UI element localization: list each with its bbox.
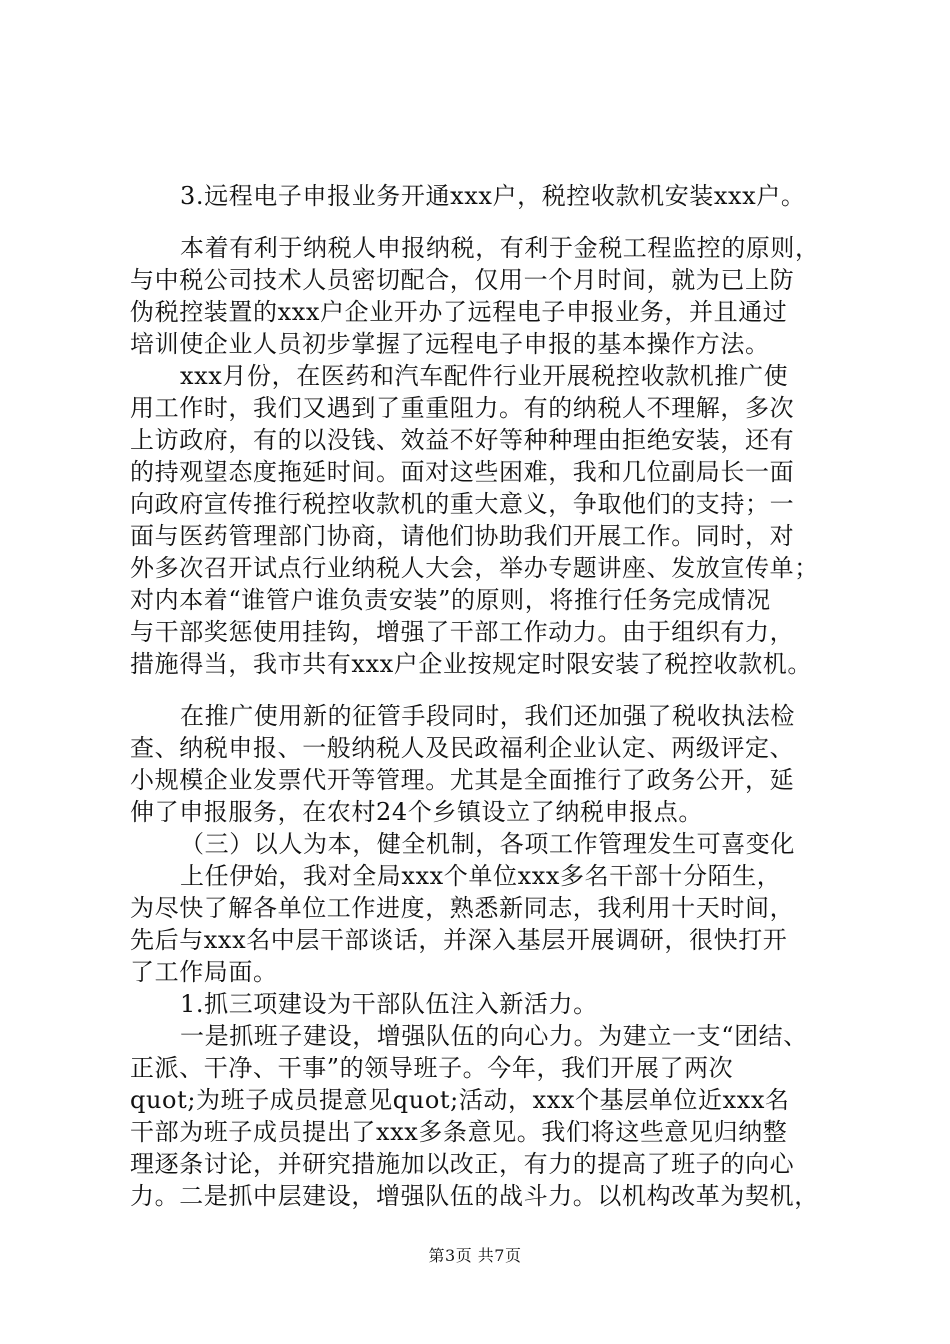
paragraph-line: 小规模企业发票代开等管理。尤其是全面推行了政务公开，延 xyxy=(130,766,795,794)
paragraph-line: 与干部奖惩使用挂钩，增强了干部工作动力。由于组织有力， xyxy=(130,618,795,646)
paragraph-line: 措施得当，我市共有xxx户企业按规定时限安装了税控收款机。 xyxy=(130,650,813,678)
paragraph-line: 伸了申报服务，在农村24个乡镇设立了纳税申报点。 xyxy=(130,798,703,826)
paragraph-line: 向政府宣传推行税控收款机的重大意义，争取他们的支持；一 xyxy=(130,490,795,518)
paragraph-line: 培训使企业人员初步掌握了远程电子申报的基本操作方法。 xyxy=(130,330,770,358)
paragraph-line: 正派、干净、干事”的领导班子。今年，我们开展了两次 xyxy=(130,1054,734,1082)
paragraph-line: 的持观望态度拖延时间。面对这些困难，我和几位副局长一面 xyxy=(130,458,795,486)
paragraph-line: quot;为班子成员提意见quot;活动，xxx个基层单位近xxx名 xyxy=(130,1086,790,1114)
paragraph-line: 上访政府，有的以没钱、效益不好等种种理由拒绝安装，还有 xyxy=(130,426,795,454)
paragraph-line: 理逐条讨论，并研究措施加以改正，有力的提高了班子的向心 xyxy=(130,1150,795,1178)
paragraph-line: 与中税公司技术人员密切配合，仅用一个月时间，就为已上防 xyxy=(130,266,795,294)
paragraph-line: 伪税控装置的xxx户企业开办了远程电子申报业务，并且通过 xyxy=(130,298,788,326)
paragraph-line: 面与医药管理部门协商，请他们协助我们开展工作。同时，对 xyxy=(130,522,795,550)
paragraph-line: 上任伊始，我对全局xxx个单位xxx多名干部十分陌生， xyxy=(180,862,782,890)
paragraph-line: 干部为班子成员提出了xxx多条意见。我们将这些意见归纳整 xyxy=(130,1118,788,1146)
paragraph-line: 了工作局面。 xyxy=(130,958,278,986)
subsection-heading: 1.抓三项建设为干部队伍注入新活力。 xyxy=(180,990,598,1018)
paragraph-line: xxx月份，在医药和汽车配件行业开展税控收款机推广使 xyxy=(180,362,789,390)
paragraph-line: 力。二是抓中层建设，增强队伍的战斗力。以机构改革为契机， xyxy=(130,1182,819,1210)
paragraph-line: 先后与xxx名中层干部谈话，并深入基层开展调研，很快打开 xyxy=(130,926,788,954)
section-heading: （三）以人为本，健全机制，各项工作管理发生可喜变化 xyxy=(180,830,795,858)
paragraph-line: 查、纳税申报、一般纳税人及民政福利企业认定、两级评定、 xyxy=(130,734,795,762)
paragraph-line: 本着有利于纳税人申报纳税，有利于金税工程监控的原则， xyxy=(180,234,820,262)
paragraph-line: 在推广使用新的征管手段同时，我们还加强了税收执法检 xyxy=(180,702,795,730)
paragraph-line: 3.远程电子申报业务开通xxx户，税控收款机安装xxx户。 xyxy=(180,182,806,210)
paragraph-line: 对内本着“谁管户谁负责安装”的原则，将推行任务完成情况 xyxy=(130,586,771,614)
paragraph-line: 一是抓班子建设，增强队伍的向心力。为建立一支“团结、 xyxy=(180,1022,808,1050)
paragraph-line: 外多次召开试点行业纳税人大会，举办专题讲座、发放宣传单； xyxy=(130,554,819,582)
page-number-footer: 第3页 共7页 xyxy=(428,1246,522,1265)
paragraph-line: 用工作时，我们又遇到了重重阻力。有的纳税人不理解，多次 xyxy=(130,394,795,422)
paragraph-line: 为尽快了解各单位工作进度，熟悉新同志，我利用十天时间， xyxy=(130,894,795,922)
